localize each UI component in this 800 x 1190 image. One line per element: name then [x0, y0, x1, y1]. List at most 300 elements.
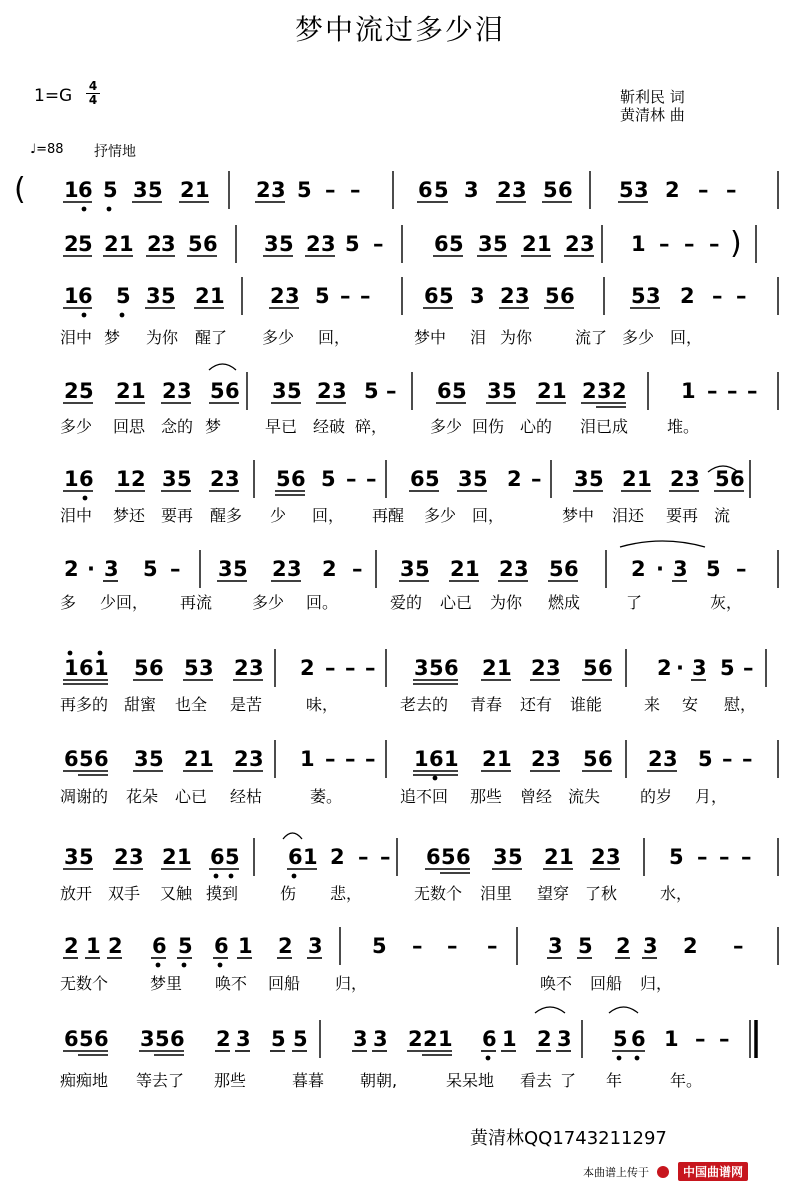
lyric: 回。 [306, 593, 339, 612]
note: 3 [249, 747, 264, 771]
lyric: 流失 [568, 787, 601, 806]
note: – [487, 934, 498, 958]
note: 6 [170, 1027, 185, 1051]
note: 5 [188, 232, 203, 256]
lyric: 醒了 [195, 328, 228, 347]
note: · [656, 557, 664, 581]
lyric: 望穿 [537, 884, 570, 903]
lyric: 堆。 [667, 417, 700, 436]
note: 3 [321, 232, 336, 256]
note: 5 [79, 747, 94, 771]
high-octave-dot [98, 651, 103, 656]
note: 5 [613, 1027, 628, 1051]
score-line-9 [60, 838, 778, 903]
note: 2 [531, 656, 546, 680]
note: 2 [234, 656, 249, 680]
lyric: 水， [660, 884, 693, 903]
lyric: 朝朝, [360, 1071, 398, 1090]
note: 3 [685, 467, 700, 491]
note: 1 [199, 747, 214, 771]
lyric: 了 [626, 593, 643, 612]
note: 2 [680, 284, 695, 308]
note: 1 [177, 845, 192, 869]
note: 5 [149, 747, 164, 771]
note: 5 [287, 379, 302, 403]
note: 5 [155, 1027, 170, 1051]
note: 5 [177, 467, 192, 491]
note: 1 [86, 934, 101, 958]
score-line-3 [60, 277, 778, 347]
lyric: 梦中 [414, 328, 447, 347]
low-octave-dot [83, 496, 88, 501]
lyric: 再多的 [60, 695, 109, 714]
note: 1 [497, 656, 512, 680]
lyric: 悲， [330, 884, 363, 903]
lyric: 追不回 [400, 787, 449, 806]
note: – [325, 178, 336, 202]
lyric: 也全 [175, 695, 208, 714]
lyric: 年。 [670, 1071, 703, 1090]
note: 5 [279, 232, 294, 256]
note: 2 [300, 656, 315, 680]
low-octave-dot [82, 313, 87, 318]
note: 3 [272, 379, 287, 403]
note: 1 [465, 557, 480, 581]
note: 2 [210, 467, 225, 491]
lyric: 心的 [520, 417, 553, 436]
note: – [726, 178, 737, 202]
note: – [659, 232, 670, 256]
note: 1 [438, 1027, 453, 1051]
lyric: 泪里 [480, 884, 513, 903]
note: 3 [133, 178, 148, 202]
note: 5 [161, 284, 176, 308]
note: 6 [410, 467, 425, 491]
lyric: 流了 [575, 328, 608, 347]
lyric: 为你 [490, 593, 523, 612]
low-octave-dot [292, 874, 297, 879]
note: 2 [322, 557, 337, 581]
note: 3 [493, 845, 508, 869]
note: 5 [116, 284, 131, 308]
lyric: 青春 [470, 695, 503, 714]
lyric: 凋谢的 [60, 787, 109, 806]
note: 1 [414, 747, 429, 771]
lyric: 泪中 [60, 506, 93, 525]
note: 1 [119, 232, 134, 256]
lyric: 伤 [280, 884, 297, 903]
note: 6 [434, 232, 449, 256]
note: 5 [441, 845, 456, 869]
lyric: 是苦 [230, 695, 263, 714]
low-octave-dot [229, 874, 234, 879]
note: 5 [415, 557, 430, 581]
note: 2 [544, 845, 559, 869]
note: 6 [64, 1027, 79, 1051]
note: 3 [161, 232, 176, 256]
note: 5 [439, 284, 454, 308]
lyric: 回船 [590, 974, 623, 993]
note: 1 [444, 747, 459, 771]
lyric: 多 [60, 593, 77, 612]
slur [535, 1007, 565, 1013]
lyric: 花朵 [126, 787, 159, 806]
note: – [345, 747, 356, 771]
low-octave-dot [486, 1056, 491, 1061]
note: 6 [482, 1027, 497, 1051]
note: 2 [537, 379, 552, 403]
note: 5 [429, 656, 444, 680]
note: 2 [64, 934, 79, 958]
note: 3 [646, 284, 661, 308]
note: 6 [78, 178, 93, 202]
note: 6 [288, 845, 303, 869]
note: 1 [552, 379, 567, 403]
note: 2 [64, 232, 79, 256]
lyric: 梦还 [113, 506, 146, 525]
lyric: 等去了 [136, 1071, 185, 1090]
note: – [340, 284, 351, 308]
note: 1 [681, 379, 696, 403]
note: 3 [515, 284, 530, 308]
note: 3 [264, 232, 279, 256]
note: 2 [537, 1027, 552, 1051]
note: 1 [631, 232, 646, 256]
note: 2 [330, 845, 345, 869]
note: 2 [162, 845, 177, 869]
note: 6 [631, 1027, 646, 1051]
note: 5 [321, 467, 336, 491]
note: 3 [548, 934, 563, 958]
lyric: 要再 [161, 506, 194, 525]
lyric: 回， [670, 328, 703, 347]
note: 3 [458, 467, 473, 491]
note: – [358, 845, 369, 869]
lyric: 流 [714, 506, 731, 525]
note: 2 [665, 178, 680, 202]
note: 2 [499, 557, 514, 581]
low-octave-dot [107, 207, 112, 212]
lyric: 还有 [520, 695, 553, 714]
lyric: 早已 [265, 417, 298, 436]
note: 3 [177, 379, 192, 403]
lyric: 多少 [262, 328, 295, 347]
score-line-8 [60, 740, 778, 806]
upload-footer [583, 1162, 748, 1181]
note: 5 [706, 557, 721, 581]
note: 5 [78, 232, 93, 256]
note: 1 [64, 178, 79, 202]
note: 5 [148, 178, 163, 202]
note: 3 [546, 656, 561, 680]
note: – [360, 284, 371, 308]
lyric: 回， [318, 328, 351, 347]
note: 5 [578, 934, 593, 958]
lyric: 多少 [252, 593, 285, 612]
lyric: 要再 [666, 506, 699, 525]
note: 2 [497, 178, 512, 202]
note: 3 [285, 284, 300, 308]
note: 2 [195, 284, 210, 308]
note: 5 [79, 379, 94, 403]
note: 3 [129, 845, 144, 869]
lyric: 经枯 [230, 787, 263, 806]
note: – [386, 379, 397, 403]
note: 5 [493, 232, 508, 256]
score-line-10 [60, 927, 778, 993]
note: 6 [64, 747, 79, 771]
note: 2 [64, 557, 79, 581]
note: 5 [233, 557, 248, 581]
note: – [709, 232, 720, 256]
note: 2 [631, 557, 646, 581]
score-line-4 [60, 372, 778, 436]
note: 6 [456, 845, 471, 869]
note: 3 [597, 379, 612, 403]
note: 3 [353, 1027, 368, 1051]
lyricist-credit: 靳利民 词 [620, 88, 685, 106]
note: 6 [79, 467, 94, 491]
note: 5 [583, 747, 598, 771]
note: 6 [210, 845, 225, 869]
note: 2 [114, 845, 129, 869]
note: 1 [300, 747, 315, 771]
note: 2 [622, 467, 637, 491]
note: 2 [104, 232, 119, 256]
lyric: 痴痴地 [60, 1071, 109, 1090]
note: 5 [449, 232, 464, 256]
note: 2 [657, 656, 672, 680]
note: 3 [236, 1027, 251, 1051]
note: 5 [720, 656, 735, 680]
note: 6 [558, 178, 573, 202]
lyric: 多少 [60, 417, 93, 436]
note: 6 [560, 284, 575, 308]
note: 3 [464, 178, 479, 202]
note: 6 [444, 656, 459, 680]
note: 1 [195, 178, 210, 202]
note: 5 [583, 656, 598, 680]
note: 3 [414, 656, 429, 680]
score-line-7 [60, 649, 766, 714]
note: – [373, 232, 384, 256]
note: 2 [612, 379, 627, 403]
note: · [676, 656, 684, 680]
note: 2 [116, 379, 131, 403]
lyric: 碎， [355, 417, 388, 436]
lyric: 为你 [146, 328, 179, 347]
note: 2 [272, 557, 287, 581]
note: 5 [143, 557, 158, 581]
lyric: 泪还 [612, 506, 645, 525]
note: 2 [108, 934, 123, 958]
lyric: 唤不 [540, 974, 573, 993]
note: – [736, 284, 747, 308]
lyric: 了 [560, 1071, 577, 1090]
lyric: 多少 [430, 417, 463, 436]
lyric: 摸到 [206, 884, 239, 903]
lyric: 泪 [470, 328, 487, 347]
note: 5 [619, 178, 634, 202]
score-line-6 [60, 550, 778, 612]
note: 1 [64, 656, 79, 680]
note: 3 [546, 747, 561, 771]
note: 6 [94, 1027, 109, 1051]
note: 1 [303, 845, 318, 869]
note: 3 [580, 232, 595, 256]
lyric: 爱的 [390, 593, 423, 612]
score-line-2 [63, 225, 756, 263]
note: 1 [64, 467, 79, 491]
note: 2 [683, 934, 698, 958]
note: 5 [103, 178, 118, 202]
lyric: 醒多 [210, 506, 243, 525]
score-line-11 [60, 1020, 756, 1090]
note: – [684, 232, 695, 256]
note: 1 [238, 934, 253, 958]
score-line-5 [60, 460, 750, 525]
note: 3 [146, 284, 161, 308]
note: – [741, 845, 752, 869]
note: – [447, 934, 458, 958]
lyric: 双手 [108, 884, 141, 903]
low-octave-dot [82, 207, 87, 212]
note: 3 [557, 1027, 572, 1051]
lyric: 那些 [214, 1071, 247, 1090]
note: 2 [256, 178, 271, 202]
lyric: 念的 [161, 417, 194, 436]
note: 3 [400, 557, 415, 581]
note: 5 [271, 1027, 286, 1051]
note: 5 [434, 178, 449, 202]
note: 3 [514, 557, 529, 581]
lyric: 放开 [60, 884, 93, 903]
site-logo-icon [657, 1166, 669, 1178]
lyric: 月， [695, 787, 728, 806]
lyric: 呆呆地 [446, 1071, 495, 1090]
lyric: 燃成 [548, 593, 581, 612]
lyric: 暮暮 [292, 1071, 325, 1090]
note: 1 [497, 747, 512, 771]
note: 1 [116, 467, 131, 491]
note: 3 [574, 467, 589, 491]
note: 2 [648, 747, 663, 771]
note: 1 [94, 656, 109, 680]
note: 3 [104, 557, 119, 581]
note: 3 [512, 178, 527, 202]
note: 3 [332, 379, 347, 403]
note: 6 [730, 467, 745, 491]
lyric: 萎。 [310, 787, 343, 806]
note: 5 [543, 178, 558, 202]
note: 3 [218, 557, 233, 581]
note: 3 [140, 1027, 155, 1051]
note: 3 [134, 747, 149, 771]
lyric: 灰， [710, 593, 743, 612]
note: 6 [225, 379, 240, 403]
note: – [733, 934, 744, 958]
note: 5 [549, 557, 564, 581]
note: 1 [559, 845, 574, 869]
expression-mark: 抒情地 [94, 144, 136, 160]
note: 5 [545, 284, 560, 308]
note: 2 [216, 1027, 231, 1051]
note: 3 [225, 467, 240, 491]
note: – [365, 656, 376, 680]
note: 3 [373, 1027, 388, 1051]
repeat-close-paren: ) [730, 226, 742, 261]
note: · [87, 557, 95, 581]
note: 5 [225, 845, 240, 869]
note: 5 [452, 379, 467, 403]
note: – [707, 379, 718, 403]
note: 5 [425, 467, 440, 491]
lyric: 的岁 [640, 787, 673, 806]
note: 2 [131, 467, 146, 491]
lyric: 泪中 [60, 328, 93, 347]
slur [283, 833, 302, 839]
note: 3 [199, 656, 214, 680]
note: 3 [634, 178, 649, 202]
note: – [736, 557, 747, 581]
note: 2 [270, 284, 285, 308]
lyric: 安 [682, 695, 699, 714]
author-qq: 黄清林QQ1743211297 [470, 1128, 667, 1149]
note: – [697, 845, 708, 869]
note: 2 [317, 379, 332, 403]
note: – [412, 934, 423, 958]
note: – [380, 845, 391, 869]
note: 5 [293, 1027, 308, 1051]
repeat-open-paren: ( [14, 172, 26, 207]
note: – [345, 656, 356, 680]
lyric: 归， [640, 974, 673, 993]
note: 6 [79, 656, 94, 680]
note: 2 [507, 467, 522, 491]
note: 2 [450, 557, 465, 581]
note: 2 [582, 379, 597, 403]
low-octave-dot [214, 874, 219, 879]
note: 5 [79, 845, 94, 869]
lyric: 少回， [100, 593, 149, 612]
key-signature: 1=G [34, 86, 73, 106]
note: – [742, 747, 753, 771]
lyric: 多少 [424, 506, 457, 525]
note: 3 [663, 747, 678, 771]
low-octave-dot [156, 963, 161, 968]
note: 2 [482, 747, 497, 771]
lyric: 回， [312, 506, 345, 525]
note: 6 [152, 934, 167, 958]
lyric: 梦中 [562, 506, 595, 525]
site-name[interactable]: 中国曲谱网 [678, 1162, 748, 1181]
lyric: 无数个 [60, 974, 109, 993]
slur [209, 364, 236, 370]
slur [609, 1007, 638, 1013]
lyric: 那些 [470, 787, 503, 806]
note: 6 [94, 747, 109, 771]
lyric: 甜蜜 [124, 695, 157, 714]
note: 1 [537, 232, 552, 256]
note: – [366, 467, 377, 491]
note: 6 [203, 232, 218, 256]
note: 6 [214, 934, 229, 958]
lyric: 曾经 [520, 787, 553, 806]
note: 3 [64, 845, 79, 869]
note: 6 [291, 467, 306, 491]
note: 2 [306, 232, 321, 256]
note: – [325, 656, 336, 680]
